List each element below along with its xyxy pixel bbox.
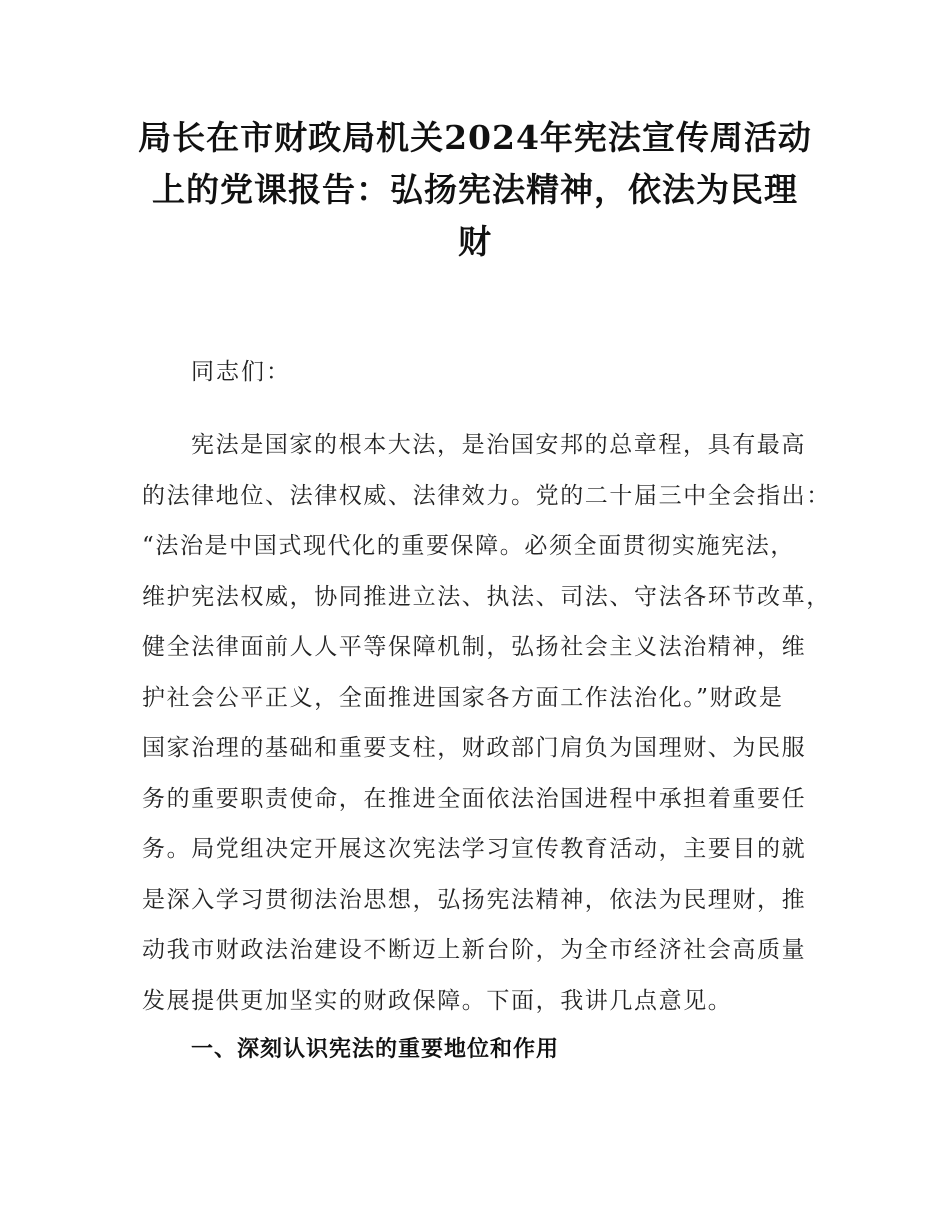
paragraph-line: 是深入学习贯彻法治思想，弘扬宪法精神，依法为民理财，推	[142, 886, 807, 913]
body-paragraph	[142, 420, 832, 1026]
paragraph-line: 务的重要职责使命，在推进全面依法治国进程中承担着重要任	[142, 785, 807, 812]
title-line: 局长在市财政局机关2024年宪法宣传周活动	[138, 118, 812, 157]
title-line: 财	[458, 222, 492, 261]
paragraph-line: 的法律地位、法律权威、法律效力。党的二十届三中全会指出：	[142, 482, 831, 509]
document-title	[120, 112, 830, 268]
paragraph-line: 动我市财政法治建设不断迈上新台阶，为全市经济社会高质量	[142, 937, 807, 963]
paragraph-line: 健全法律面前人人平等保障机制，弘扬社会主义法治精神，维	[142, 634, 807, 660]
paragraph-line: “法治是中国式现代化的重要保障。必须全面贯彻实施宪法，	[142, 533, 795, 559]
section-heading: 一、深刻认识宪法的重要地位和作用	[191, 1037, 560, 1062]
paragraph-line: 发展提供更加坚实的财政保障。下面，我讲几点意见。	[142, 987, 733, 1014]
greeting: 同志们：	[191, 359, 291, 385]
paragraph-line: 务。局党组决定开展这次宪法学习宣传教育活动，主要目的就	[142, 836, 807, 862]
title-line: 上的党课报告：弘扬宪法精神，依法为民理	[152, 170, 798, 209]
paragraph-line: 国家治理的基础和重要支柱，财政部门肩负为国理财、为民服	[142, 735, 807, 761]
paragraph-line: 维护宪法权威，协同推进立法、执法、司法、守法各环节改革，	[142, 583, 831, 610]
paragraph-line: 宪法是国家的根本大法，是治国安邦的总章程，具有最高	[191, 432, 806, 458]
paragraph-line: 护社会公平正义，全面推进国家各方面工作法治化。”财政是	[142, 684, 784, 711]
